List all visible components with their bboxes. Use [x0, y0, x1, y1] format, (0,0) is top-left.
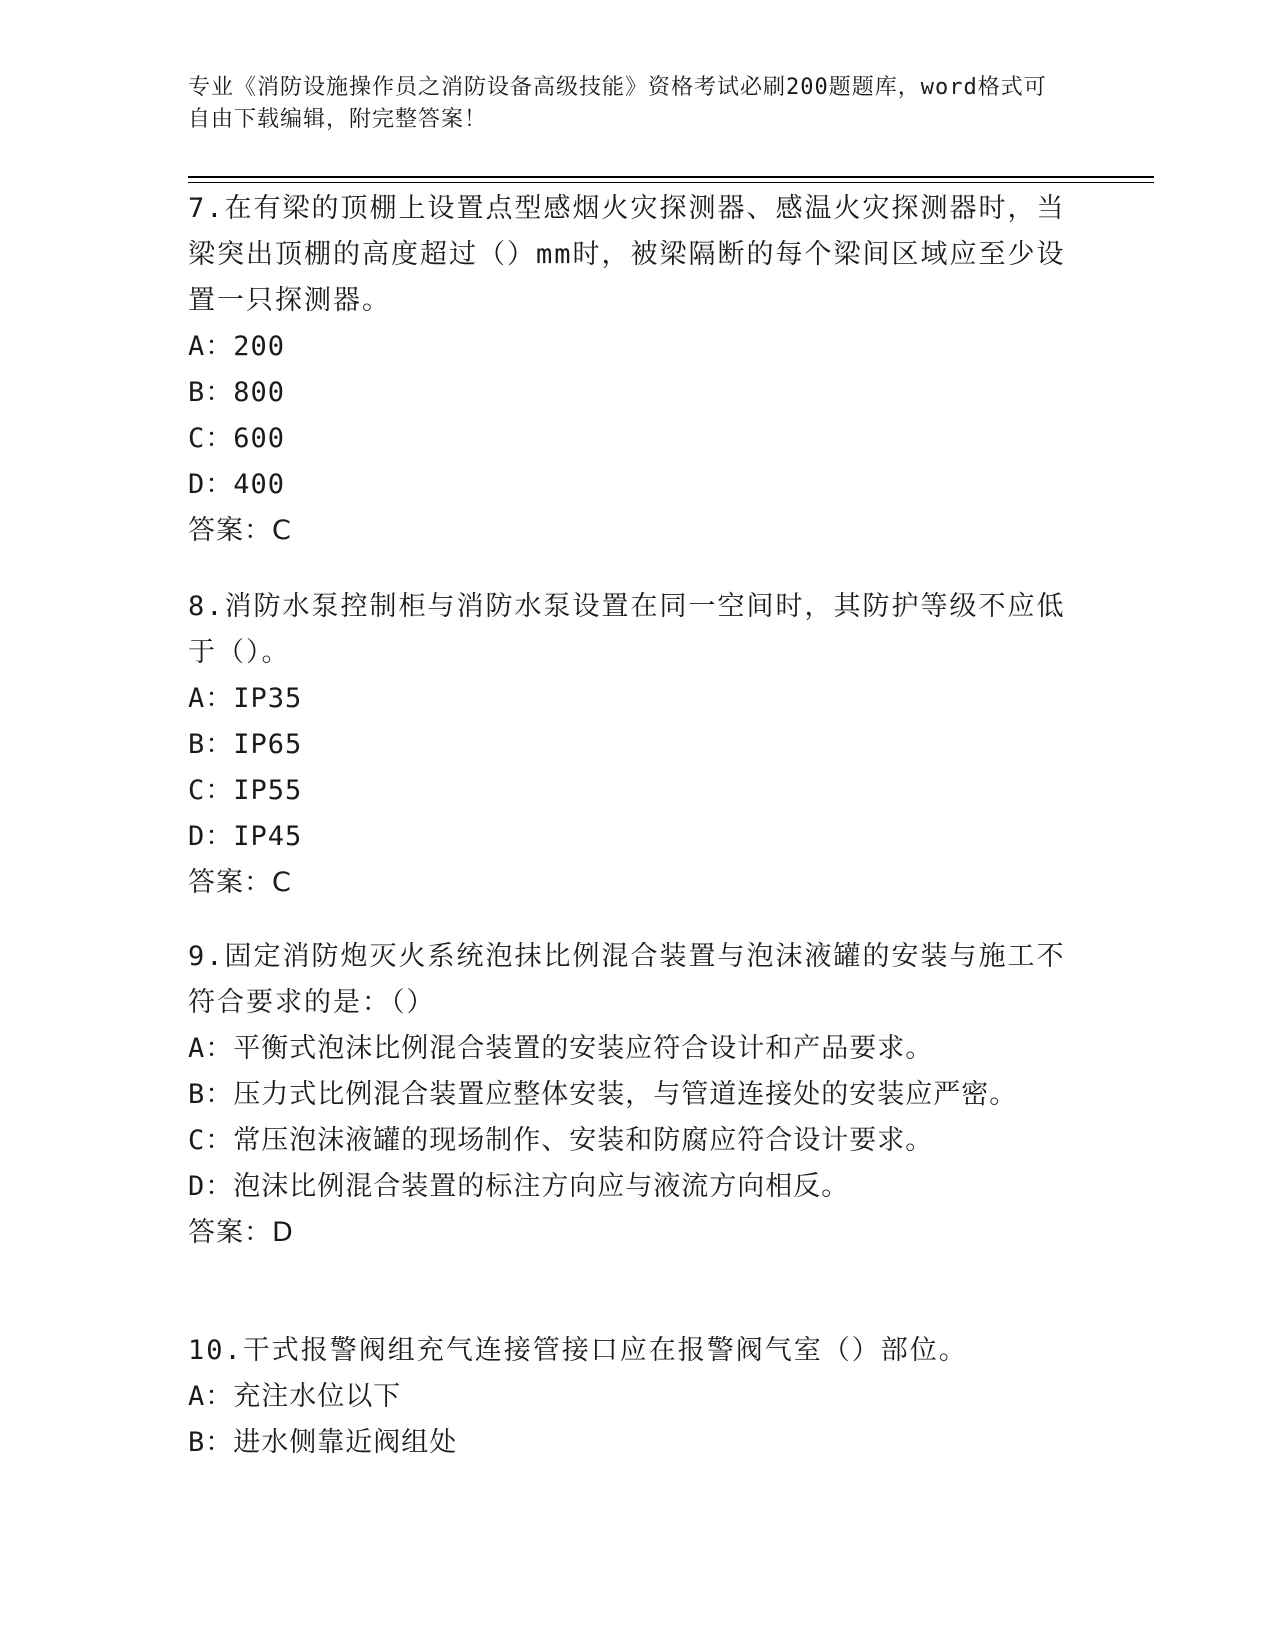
option-d: D：IP45: [188, 821, 303, 852]
option-c: C：IP55: [188, 775, 303, 806]
question-text: 7.在有梁的顶棚上设置点型感烟火灾探测器、感温火灾探测器时，当梁突出顶棚的高度超过（）mm时，被梁隔断的每个梁间区域应至少设置一只探测器。: [188, 193, 1066, 316]
option-b: B：IP65: [188, 729, 303, 760]
option-b: B：压力式比例混合装置应整体安装，与管道连接处的安装应严密。: [188, 1079, 1018, 1110]
option-d: D：泡沫比例混合装置的标注方向应与液流方向相反。: [188, 1171, 850, 1202]
answer: 答案：C: [188, 867, 292, 898]
option-c: C：常压泡沫液罐的现场制作、安装和防腐应符合设计要求。: [188, 1125, 934, 1156]
option-a: A：200: [188, 331, 286, 362]
answer: 答案：D: [188, 1217, 294, 1248]
question-8: [188, 584, 1068, 906]
document-header: 专业《消防设施操作员之消防设备高级技能》资格考试必刷200题题库，word格式可自由下载编辑，附完整答案！: [188, 75, 1047, 132]
question-text: 8.消防水泵控制柜与消防水泵设置在同一空间时，其防护等级不应低于（）。: [188, 591, 1066, 668]
question-text: 9.固定消防炮灭火系统泡抹比例混合装置与泡沫液罐的安装与施工不符合要求的是：（）: [188, 941, 1066, 1018]
option-b: B：进水侧靠近阀组处: [188, 1427, 458, 1458]
option-a: A：IP35: [188, 683, 303, 714]
option-b: B：800: [188, 377, 286, 408]
answer: 答案：C: [188, 515, 292, 546]
option-c: C：600: [188, 423, 286, 454]
question-text: 10.干式报警阀组充气连接管接口应在报警阀气室（）部位。: [188, 1335, 968, 1366]
header-divider-thick: [188, 176, 1154, 178]
option-a: A：平衡式泡沫比例混合装置的安装应符合设计和产品要求。: [188, 1033, 934, 1064]
question-7: [188, 186, 1068, 554]
header-divider-thin: [188, 182, 1154, 183]
question-10: [188, 1328, 1068, 1466]
option-a: A：充注水位以下: [188, 1381, 402, 1412]
question-9: [188, 934, 1068, 1256]
option-d: D：400: [188, 469, 286, 500]
